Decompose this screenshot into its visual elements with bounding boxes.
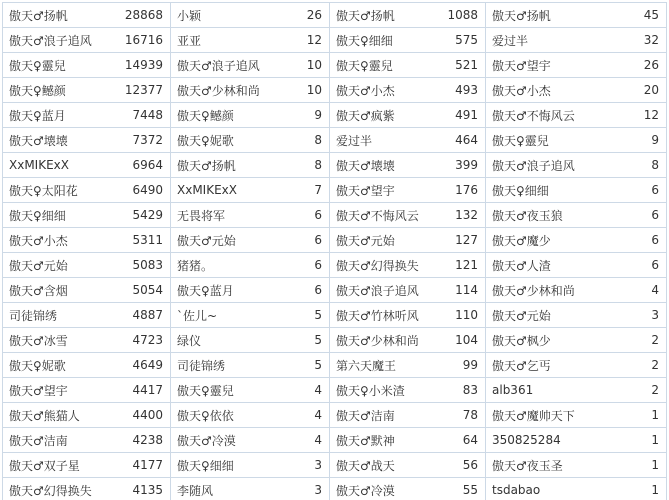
- player-name: 爱过半: [336, 133, 373, 148]
- player-score: 4135: [132, 483, 163, 497]
- player-score: 12: [643, 108, 659, 122]
- table-row: [330, 303, 485, 328]
- player-score: 14939: [124, 58, 163, 72]
- table-row: [330, 78, 485, 103]
- player-name: 傲天♀细细: [492, 183, 549, 198]
- player-score: 5083: [132, 258, 163, 272]
- player-score: 5429: [132, 208, 163, 222]
- table-row: [486, 378, 666, 403]
- player-name: 傲天♂冷漠: [336, 483, 395, 498]
- player-name: 傲天♂含烟: [9, 283, 68, 298]
- player-name: 傲天♂元始: [492, 308, 551, 323]
- player-name: 傲天♂洁南: [9, 433, 68, 448]
- player-score: 4723: [132, 333, 163, 347]
- table-row: [330, 103, 485, 128]
- player-score: 10: [306, 83, 322, 97]
- player-score: 56: [462, 458, 478, 472]
- table-row: [486, 78, 666, 103]
- player-name: 傲天♂熊猫人: [9, 408, 80, 423]
- table-row: [3, 3, 170, 28]
- player-score: 176: [455, 183, 478, 197]
- table-row: [171, 353, 329, 378]
- player-score: 6: [314, 233, 322, 247]
- player-score: 114: [455, 283, 478, 297]
- table-row: [330, 153, 485, 178]
- player-name: 傲天♀太阳花: [9, 183, 78, 198]
- table-row: [171, 428, 329, 453]
- table-row: [486, 428, 666, 453]
- table-row: [486, 303, 666, 328]
- player-name: 傲天♂默神: [336, 433, 395, 448]
- player-score: 4238: [132, 433, 163, 447]
- player-name: 傲天♂夜玉圣: [492, 458, 563, 473]
- player-score: 3: [314, 483, 322, 497]
- player-name: 傲天♀细细: [9, 208, 66, 223]
- player-name: 绿仪: [177, 333, 202, 348]
- table-row: [171, 103, 329, 128]
- player-name: 傲天♂不悔风云: [492, 108, 575, 123]
- table-row: [3, 28, 170, 53]
- player-name: 司徒锦绣: [9, 308, 58, 323]
- table-row: [330, 203, 485, 228]
- table-row: [330, 253, 485, 278]
- player-score: 16716: [124, 33, 163, 47]
- player-score: 5311: [132, 233, 163, 247]
- player-name: 傲天♂浪子追风: [492, 158, 575, 173]
- player-name: 傲天♂壊壊: [336, 158, 395, 173]
- player-score: 464: [455, 133, 478, 147]
- player-score: 5: [314, 308, 322, 322]
- player-score: 5: [314, 358, 322, 372]
- player-score: 64: [462, 433, 478, 447]
- player-name: 傲天♂望宇: [9, 383, 68, 398]
- player-name: 傲天♂少林和尚: [177, 83, 260, 98]
- player-name: `佐儿~: [177, 308, 218, 323]
- player-name: 傲天♂扬帆: [9, 8, 68, 23]
- table-row: [171, 203, 329, 228]
- player-score: 1: [651, 458, 659, 472]
- player-score: 104: [455, 333, 478, 347]
- player-name: 傲天♂扬帆: [177, 158, 236, 173]
- player-name: 傲天♂枫少: [492, 333, 551, 348]
- table-row: [171, 228, 329, 253]
- player-name: 傲天♀靈兒: [9, 58, 66, 73]
- table-row: [486, 278, 666, 303]
- table-row: [3, 153, 170, 178]
- player-name: 傲天♀妮歌: [9, 358, 66, 373]
- table-row: [171, 303, 329, 328]
- player-score: 575: [455, 33, 478, 47]
- player-score: 6: [314, 258, 322, 272]
- player-score: 2: [651, 383, 659, 397]
- player-name: 傲天♂壊壊: [9, 133, 68, 148]
- player-name: 傲天♀靈兒: [336, 58, 393, 73]
- table-row: [330, 378, 485, 403]
- table-row: [486, 228, 666, 253]
- player-name: 傲天♂不悔风云: [336, 208, 419, 223]
- player-name: 傲天♂元始: [177, 233, 236, 248]
- player-score: 6490: [132, 183, 163, 197]
- player-name: 傲天♂元始: [9, 258, 68, 273]
- table-row: [171, 253, 329, 278]
- table-row: [330, 53, 485, 78]
- player-score: 26: [643, 58, 659, 72]
- table-row: [3, 203, 170, 228]
- player-name: 傲天♂冷漠: [177, 433, 236, 448]
- player-score: 78: [462, 408, 478, 422]
- player-name: 傲天♂幻得换失: [9, 483, 92, 498]
- player-score: 4400: [132, 408, 163, 422]
- table-row: [486, 328, 666, 353]
- ranking-column-3: [330, 3, 486, 500]
- player-score: 20: [643, 83, 659, 97]
- table-row: [486, 178, 666, 203]
- player-score: 8: [651, 158, 659, 172]
- player-name: 傲天♂小杰: [336, 83, 395, 98]
- table-row: [486, 203, 666, 228]
- table-row: [330, 278, 485, 303]
- player-name: 傲天♀妮歌: [177, 133, 234, 148]
- player-score: 12377: [124, 83, 163, 97]
- player-name: 傲天♂洁南: [336, 408, 395, 423]
- table-row: [171, 378, 329, 403]
- player-name: 傲天♀小米渣: [336, 383, 405, 398]
- table-row: [171, 3, 329, 28]
- player-name: 350825284: [492, 433, 561, 447]
- player-name: 傲天♂战天: [336, 458, 395, 473]
- table-row: [3, 228, 170, 253]
- player-name: 傲天♀细细: [336, 33, 393, 48]
- player-name: 傲天♂魔少: [492, 233, 551, 248]
- player-name: 亚亚: [177, 33, 202, 48]
- player-score: 521: [455, 58, 478, 72]
- table-row: [3, 178, 170, 203]
- table-row: [3, 53, 170, 78]
- player-name: 傲天♂夜玉狼: [492, 208, 563, 223]
- player-score: 132: [455, 208, 478, 222]
- player-score: 12: [306, 33, 322, 47]
- player-name: 傲天♂人渣: [492, 258, 551, 273]
- player-score: 99: [462, 358, 478, 372]
- player-name: 傲天♂乞丐: [492, 358, 551, 373]
- player-score: 1088: [447, 8, 478, 22]
- table-row: [330, 478, 485, 500]
- table-row: [330, 128, 485, 153]
- player-score: 7372: [132, 133, 163, 147]
- player-score: 6964: [132, 158, 163, 172]
- player-name: 傲天♂扬帆: [492, 8, 551, 23]
- table-row: [486, 478, 666, 500]
- table-row: [171, 403, 329, 428]
- table-row: [486, 28, 666, 53]
- table-row: [171, 278, 329, 303]
- player-name: 傲天♀依依: [177, 408, 234, 423]
- ranking-column-2: [171, 3, 330, 500]
- player-name: 傲天♂幻得换失: [336, 258, 419, 273]
- table-row: [330, 28, 485, 53]
- player-name: 傲天♂冰雪: [9, 333, 68, 348]
- player-score: 4: [651, 283, 659, 297]
- player-score: 3: [314, 458, 322, 472]
- player-score: 4: [314, 433, 322, 447]
- table-row: [3, 428, 170, 453]
- player-score: 4: [314, 408, 322, 422]
- player-name: 司徒锦绣: [177, 358, 226, 373]
- table-row: [171, 328, 329, 353]
- player-name: 傲天♂少林和尚: [336, 333, 419, 348]
- player-name: 猪猪。: [177, 258, 214, 273]
- table-row: [486, 53, 666, 78]
- player-score: 6: [651, 208, 659, 222]
- player-score: 1: [651, 433, 659, 447]
- player-score: 1: [651, 483, 659, 497]
- table-row: [3, 128, 170, 153]
- player-score: 1: [651, 408, 659, 422]
- player-score: 45: [643, 8, 659, 22]
- player-name: 傲天♀鳡颜: [177, 108, 234, 123]
- player-name: 傲天♂扬帆: [336, 8, 395, 23]
- player-score: 8: [314, 158, 322, 172]
- player-name: 傲天♂小杰: [9, 233, 68, 248]
- player-score: 4: [314, 383, 322, 397]
- player-score: 9: [651, 133, 659, 147]
- player-score: 6: [314, 283, 322, 297]
- player-score: 6: [651, 258, 659, 272]
- player-name: alb361: [492, 383, 534, 397]
- player-name: 傲天♂元始: [336, 233, 395, 248]
- player-score: 7448: [132, 108, 163, 122]
- table-row: [3, 378, 170, 403]
- player-score: 491: [455, 108, 478, 122]
- table-row: [486, 103, 666, 128]
- table-row: [3, 278, 170, 303]
- player-score: 3: [651, 308, 659, 322]
- table-row: [171, 53, 329, 78]
- table-row: [330, 178, 485, 203]
- player-name: 傲天♂浪子追风: [336, 283, 419, 298]
- player-score: 399: [455, 158, 478, 172]
- player-score: 2: [651, 358, 659, 372]
- table-row: [486, 3, 666, 28]
- table-row: [171, 78, 329, 103]
- player-name: XxMIKExX: [9, 158, 69, 172]
- player-name: 傲天♂少林和尚: [492, 283, 575, 298]
- player-name: 傲天♀细细: [177, 458, 234, 473]
- table-row: [486, 128, 666, 153]
- ranking-column-1: [3, 3, 171, 500]
- player-name: 傲天♂浪子追风: [177, 58, 260, 73]
- player-score: 83: [462, 383, 478, 397]
- player-score: 26: [306, 8, 322, 22]
- player-score: 5054: [132, 283, 163, 297]
- table-row: [3, 78, 170, 103]
- table-row: [3, 253, 170, 278]
- table-row: [3, 103, 170, 128]
- player-score: 4417: [132, 383, 163, 397]
- table-row: [330, 353, 485, 378]
- player-score: 55: [462, 483, 478, 497]
- player-score: 7: [314, 183, 322, 197]
- player-score: 493: [455, 83, 478, 97]
- player-score: 110: [455, 308, 478, 322]
- table-row: [486, 153, 666, 178]
- player-score: 4887: [132, 308, 163, 322]
- table-row: [486, 403, 666, 428]
- player-score: 28868: [124, 8, 163, 22]
- player-name: 李随风: [177, 483, 214, 498]
- player-name: 傲天♂双子星: [9, 458, 80, 473]
- player-name: 傲天♂浪子追风: [9, 33, 92, 48]
- table-row: [486, 453, 666, 478]
- player-name: 傲天♂望宇: [336, 183, 395, 198]
- player-score: 4177: [132, 458, 163, 472]
- player-name: tsdabao: [492, 483, 541, 497]
- table-row: [3, 453, 170, 478]
- player-score: 6: [651, 233, 659, 247]
- player-name: 小颖: [177, 8, 202, 23]
- player-name: 傲天♀鳡颜: [9, 83, 66, 98]
- table-row: [330, 228, 485, 253]
- table-row: [330, 403, 485, 428]
- player-name: 傲天♂竹林听风: [336, 308, 419, 323]
- table-row: [486, 253, 666, 278]
- table-row: [330, 3, 485, 28]
- table-row: [171, 453, 329, 478]
- player-name: 傲天♂魔帅天下: [492, 408, 575, 423]
- player-name: 傲天♀靈兒: [492, 133, 549, 148]
- player-score: 5: [314, 333, 322, 347]
- player-score: 121: [455, 258, 478, 272]
- table-row: [171, 178, 329, 203]
- table-row: [171, 153, 329, 178]
- table-row: [3, 303, 170, 328]
- player-score: 6: [651, 183, 659, 197]
- player-score: 32: [643, 33, 659, 47]
- table-row: [486, 353, 666, 378]
- player-score: 6: [314, 208, 322, 222]
- player-name: 爱过半: [492, 33, 529, 48]
- player-name: 第六天魔王: [336, 358, 397, 373]
- table-row: [330, 453, 485, 478]
- table-row: [3, 403, 170, 428]
- table-row: [171, 28, 329, 53]
- player-name: 傲天♂望宇: [492, 58, 551, 73]
- player-score: 127: [455, 233, 478, 247]
- table-row: [330, 328, 485, 353]
- table-row: [330, 428, 485, 453]
- table-row: [171, 478, 329, 500]
- player-name: 傲天♀蓝月: [9, 108, 66, 123]
- player-name: 傲天♂疯紫: [336, 108, 395, 123]
- ranking-table: [2, 2, 667, 500]
- ranking-column-4: [486, 3, 667, 500]
- player-name: 傲天♂小杰: [492, 83, 551, 98]
- player-name: 无畏将军: [177, 208, 226, 223]
- table-row: [171, 128, 329, 153]
- player-score: 2: [651, 333, 659, 347]
- player-name: XxMIKExX: [177, 183, 237, 197]
- table-row: [3, 478, 170, 500]
- player-score: 10: [306, 58, 322, 72]
- player-name: 傲天♀靈兒: [177, 383, 234, 398]
- table-row: [3, 353, 170, 378]
- player-score: 9: [314, 108, 322, 122]
- player-name: 傲天♀蓝月: [177, 283, 234, 298]
- player-score: 8: [314, 133, 322, 147]
- player-score: 4649: [132, 358, 163, 372]
- table-row: [3, 328, 170, 353]
